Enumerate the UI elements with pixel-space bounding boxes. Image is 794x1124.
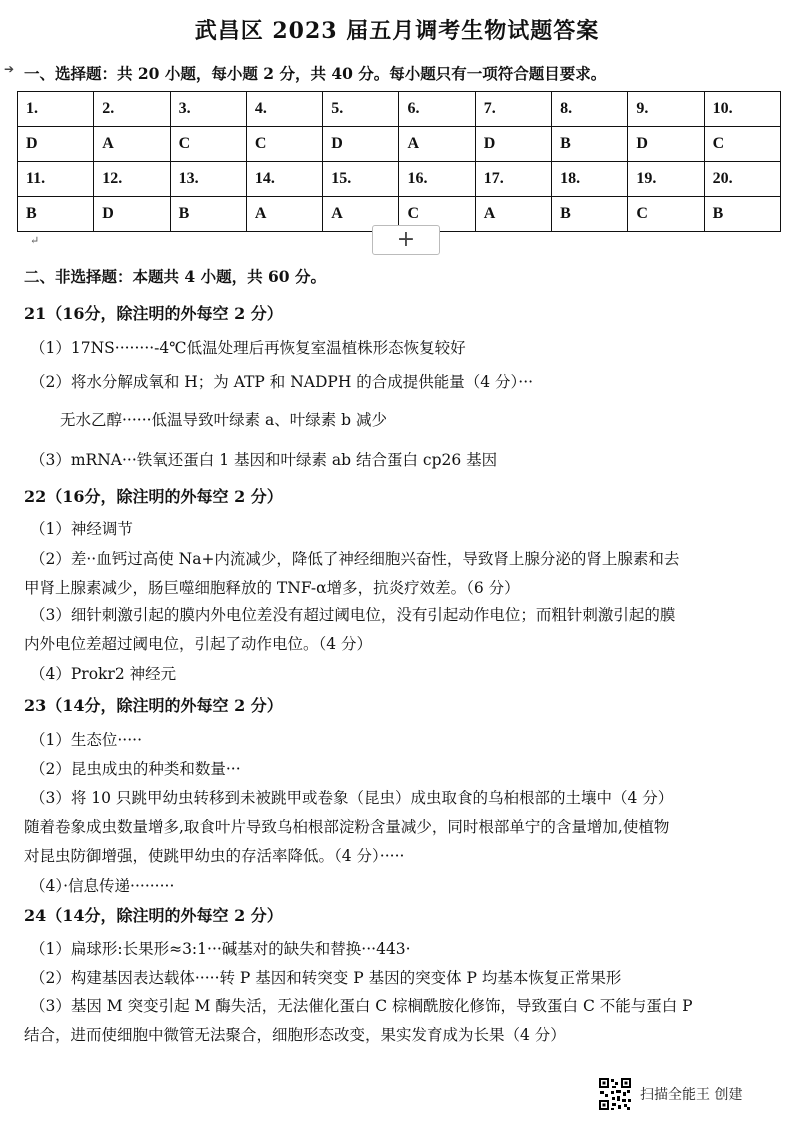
answer-line: 内外电位差超过阈电位，引起了动作电位。（4 分）	[24, 635, 373, 653]
question-number-cell: 12.	[94, 162, 170, 197]
section2-heading: 二、非选择题：本题共 4 小题，共 60 分。	[24, 267, 326, 286]
paragraph-mark-icon: ↵	[30, 234, 40, 247]
table-row	[18, 92, 781, 127]
question-number-cell: 14.	[246, 162, 322, 197]
answer-line: （3）细针刺激引起的膜内外电位差没有超过阈电位，没有引起动作电位；而粗针刺激引起的膜	[30, 606, 676, 624]
document-title: 武昌区 2023 届五月调考生物试题答案	[194, 18, 600, 44]
section1-heading: 一、选择题：共 20 小题，每小题 2 分，共 40 分。每小题只有一项符合题目要求。	[24, 64, 607, 83]
answer-cell: B	[552, 127, 628, 162]
answer-line: （1）神经调节	[30, 520, 133, 538]
answer-cell: B	[704, 197, 780, 232]
question-number-cell: 13.	[170, 162, 246, 197]
answer-cell: A	[475, 197, 551, 232]
scanner-label: 扫描全能王 创建	[640, 1087, 743, 1103]
answer-line: （4）Prokr2 神经元	[30, 665, 177, 683]
question-number-cell: 6.	[399, 92, 475, 127]
answer-line: （1）生态位·····	[30, 731, 142, 749]
answer-cell: C	[628, 197, 704, 232]
table-row	[18, 127, 781, 162]
plus-icon: +	[396, 227, 416, 252]
answer-table	[17, 91, 781, 232]
answer-line: （2）昆虫成虫的种类和数量···	[30, 760, 241, 778]
answer-line: （2）将水分解成氧和 H；为 ATP 和 NADPH 的合成提供能量（4 分）···	[30, 373, 534, 391]
answer-cell: D	[18, 127, 94, 162]
question-number-cell: 1.	[18, 92, 94, 127]
answer-cell: C	[399, 197, 475, 232]
answer-cell: C	[246, 127, 322, 162]
answer-line: 甲肾上腺素减少，肠巨噬细胞释放的 TNF-α增多，抗炎疗效差。（6 分）	[24, 579, 520, 597]
question-number-cell: 3.	[170, 92, 246, 127]
question-number-cell: 9.	[628, 92, 704, 127]
answer-cell: A	[246, 197, 322, 232]
question-number-cell: 4.	[246, 92, 322, 127]
answer-cell: B	[170, 197, 246, 232]
add-table-row-button[interactable]	[372, 225, 440, 255]
answer-cell: A	[323, 197, 399, 232]
question-number-cell: 17.	[475, 162, 551, 197]
question-number-cell: 15.	[323, 162, 399, 197]
question-22-heading: 22（16分，除注明的外每空 2 分）	[24, 487, 283, 506]
answer-cell: D	[628, 127, 704, 162]
answer-cell: D	[94, 197, 170, 232]
answer-cell: C	[170, 127, 246, 162]
question-23-heading: 23（14分，除注明的外每空 2 分）	[24, 696, 283, 715]
answer-line: （4）·信息传递·········	[30, 877, 175, 895]
table-row	[18, 162, 781, 197]
answer-line: （2）构建基因表达载体·····转 P 基因和转突变 P 基因的突变体 P 均基本恢复正常果形	[30, 969, 622, 987]
answer-line: （3）将 10 只跳甲幼虫转移到未被跳甲或卷象（昆虫）成虫取食的乌桕根部的土壤中（4 分）	[30, 789, 674, 807]
question-24-heading: 24（14分，除注明的外每空 2 分）	[24, 906, 283, 925]
question-number-cell: 16.	[399, 162, 475, 197]
question-number-cell: 19.	[628, 162, 704, 197]
question-number-cell: 7.	[475, 92, 551, 127]
answer-line: （1）扁球形:长果形≈3:1···碱基对的缺失和替换···443·	[30, 940, 411, 958]
question-number-cell: 10.	[704, 92, 780, 127]
question-number-cell: 2.	[94, 92, 170, 127]
answer-cell: D	[323, 127, 399, 162]
answer-line: 无水乙醇······低温导致叶绿素 a、叶绿素 b 减少	[60, 411, 388, 429]
answer-line: （2）差··血钙过高使 Na+内流减少，降低了神经细胞兴奋性，导致肾上腺分泌的肾上腺素和去	[30, 550, 680, 568]
tab-marker-icon: ➔	[4, 62, 15, 76]
scanner-watermark	[598, 1076, 742, 1112]
answer-cell: D	[475, 127, 551, 162]
answer-cell: A	[399, 127, 475, 162]
answer-cell: B	[552, 197, 628, 232]
answer-line: （1）17NS········-4℃低温处理后再恢复室温植株形态恢复较好	[30, 339, 466, 357]
qr-code-icon	[598, 1077, 632, 1111]
question-21-heading: 21（16分，除注明的外每空 2 分）	[24, 304, 283, 323]
question-number-cell: 11.	[18, 162, 94, 197]
answer-line: 对昆虫防御增强，使跳甲幼虫的存活率降低。（4 分）·····	[24, 847, 405, 865]
answer-cell: B	[18, 197, 94, 232]
question-number-cell: 8.	[552, 92, 628, 127]
answer-line: 结合，进而使细胞中微管无法聚合，细胞形态改变，果实发育成为长果（4 分）	[24, 1026, 566, 1044]
answer-cell: A	[94, 127, 170, 162]
answer-cell: C	[704, 127, 780, 162]
answer-line: （3）mRNA···铁氧还蛋白 1 基因和叶绿素 ab 结合蛋白 cp26 基因	[30, 451, 498, 469]
question-number-cell: 18.	[552, 162, 628, 197]
answer-line: 随着卷象成虫数量增多,取食叶片导致乌桕根部淀粉含量减少，同时根部单宁的含量增加,使植物	[24, 818, 670, 836]
question-number-cell: 5.	[323, 92, 399, 127]
answer-line: （3）基因 M 突变引起 M 酶失活，无法催化蛋白 C 棕榈酰胺化修饰，导致蛋白 C 不能与蛋白 P	[30, 997, 693, 1015]
question-number-cell: 20.	[704, 162, 780, 197]
